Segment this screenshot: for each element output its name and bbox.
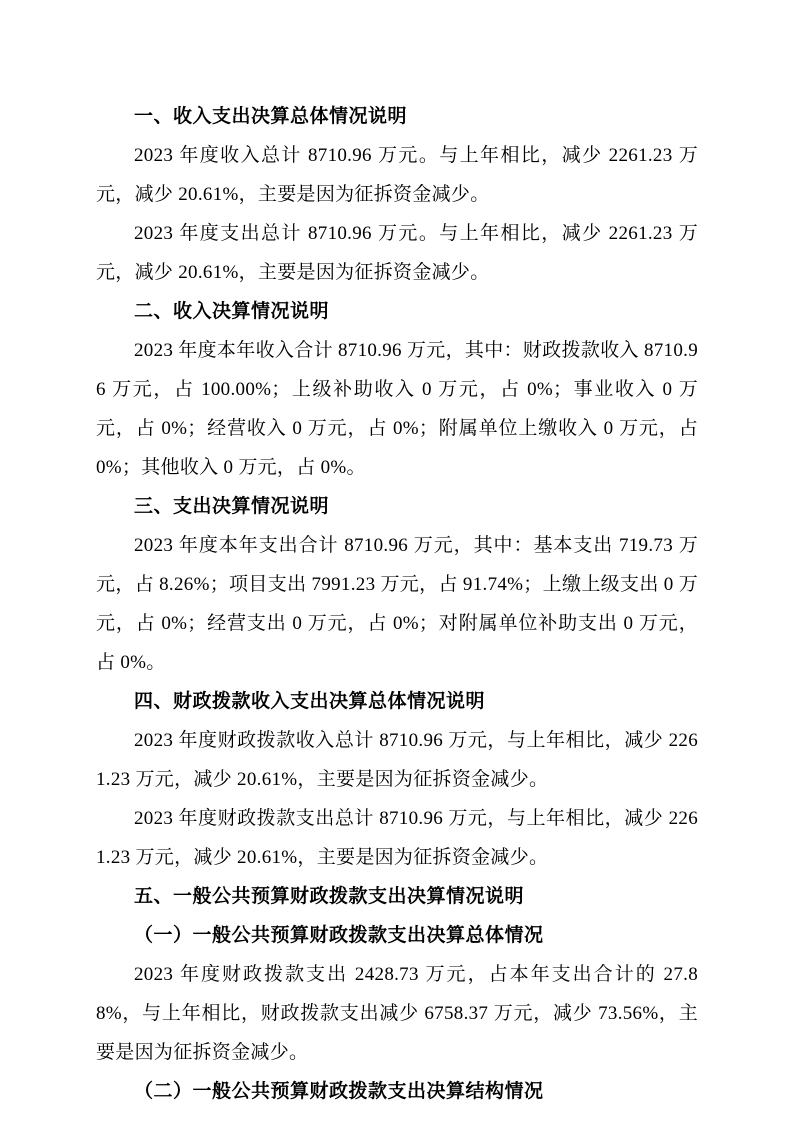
paragraph-general-budget-expense: 2023 年度财政拨款支出 2428.73 万元，占本年支出合计的 27.88%，与上年相比，财政拨款支出减少 6758.37 万元，减少 73.56%，主要是因为征拆资金减少。 [96, 964, 698, 1063]
subsection-heading-5-2: （二）一般公共预算财政拨款支出决算结构情况 [134, 1081, 544, 1102]
section-heading-5: 五、一般公共预算财政拨款支出决算情况说明 [134, 886, 525, 907]
paragraph-expense-detail: 2023 年度本年支出合计 8710.96 万元，其中：基本支出 719.73 万元，占 8.26%；项目支出 7991.23 万元，占 91.74%；上缴上级支出 0 万元，占 0%；经营支出 0 万元，占 0%；对附属单位补助支出 0 万元，占 0%。 [96, 535, 698, 673]
paragraph-income-detail: 2023 年度本年收入合计 8710.96 万元，其中：财政拨款收入 8710.96 万元，占 100.00%；上级补助收入 0 万元，占 0%；事业收入 0 万元，占 0%；经营收入 0 万元，占 0%；附属单位上缴收入 0 万元，占 0%；其他收入 0 万元，占 0%。 [96, 340, 698, 478]
section-heading-4: 四、财政拨款收入支出决算总体情况说明 [134, 691, 486, 712]
subsection-heading-5-1: （一）一般公共预算财政拨款支出决算总体情况 [134, 925, 544, 946]
paragraph-income-total: 2023 年度收入总计 8710.96 万元。与上年相比，减少 2261.23 万元，减少 20.61%，主要是因为征拆资金减少。 [96, 145, 698, 205]
paragraph-fiscal-expense: 2023 年度财政拨款支出总计 8710.96 万元，与上年相比，减少 2261.23 万元，减少 20.61%，主要是因为征拆资金减少。 [96, 808, 698, 868]
section-heading-1: 一、收入支出决算总体情况说明 [134, 106, 408, 127]
section-heading-3: 三、支出决算情况说明 [134, 496, 330, 517]
paragraph-expense-total: 2023 年度支出总计 8710.96 万元。与上年相比，减少 2261.23 万元，减少 20.61%，主要是因为征拆资金减少。 [96, 223, 698, 283]
section-heading-2: 二、收入决算情况说明 [134, 301, 330, 322]
paragraph-fiscal-income: 2023 年度财政拨款收入总计 8710.96 万元，与上年相比，减少 2261.23 万元，减少 20.61%，主要是因为征拆资金减少。 [96, 730, 698, 790]
